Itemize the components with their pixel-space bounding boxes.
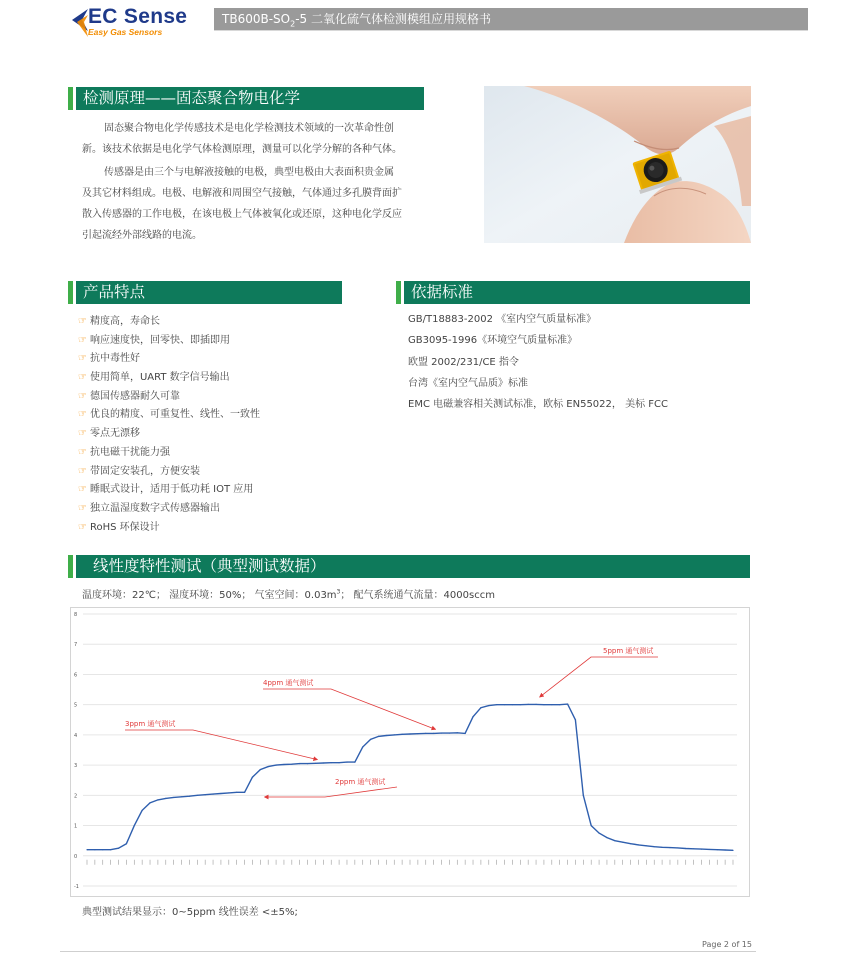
data-point <box>149 802 150 803</box>
data-point <box>283 764 284 765</box>
standards-heading-text: 依据标准 <box>411 283 474 301</box>
data-point <box>425 733 426 734</box>
data-point <box>354 761 355 762</box>
data-point <box>244 792 245 793</box>
y-tick-label: 8 <box>74 612 78 618</box>
data-point <box>386 735 387 736</box>
data-point <box>370 739 371 740</box>
data-point <box>220 793 221 794</box>
data-point <box>362 746 363 747</box>
list-item: GB3095-1996《环境空气质量标准》 <box>408 335 578 347</box>
data-point <box>307 763 308 764</box>
data-point <box>118 848 119 849</box>
y-tick-label: 3 <box>74 763 78 770</box>
list-item: GB/T18883-2002 《室内空气质量标准》 <box>408 314 597 325</box>
linearity-chart <box>70 607 750 897</box>
y-tick-label: -1 <box>74 884 79 890</box>
linearity-chart-svg <box>71 608 749 896</box>
sensor-in-hand-image <box>484 86 751 243</box>
section-heading-features <box>68 281 342 304</box>
list-item: 台湾《室内空气品质》标准 <box>408 377 528 389</box>
test-conditions: 温度环境：22℃； 湿度环境：50%； 气室空间：$0.03m^3$； 配气系统通气流量：4000sccm <box>82 588 495 601</box>
data-point <box>465 733 466 734</box>
footer-divider <box>60 951 756 952</box>
annotation-label: 4ppm 通气测试 <box>263 679 314 687</box>
list-item: ☞ 零点无漂移 <box>78 428 140 440</box>
data-point <box>94 849 95 850</box>
principle-heading-text: 检测原理——固态聚合物电化学 <box>83 89 301 107</box>
data-point <box>488 705 489 706</box>
pointing-hand-icon: ☞ <box>78 484 87 496</box>
data-point <box>378 736 379 737</box>
data-point <box>709 849 710 850</box>
principle-p1-line1: 固态聚合物电化学传感技术是电化学检测技术领域的一次革命性创 <box>104 123 394 134</box>
y-tick-label: 6 <box>74 672 78 679</box>
data-point <box>346 761 347 762</box>
data-point <box>205 794 206 795</box>
data-point <box>338 762 339 763</box>
list-item: ☞ 使用简单，UART 数字信号输出 <box>78 372 230 384</box>
list-item: ☞ 优良的精度、可重复性、线性、一致性 <box>78 409 260 421</box>
list-item: 欧盟 2002/231/CE 指令 <box>408 356 519 368</box>
data-point <box>614 840 615 841</box>
pointing-hand-icon: ☞ <box>78 372 87 384</box>
logo-text: EC Sense <box>88 5 188 28</box>
data-point <box>212 794 213 795</box>
data-point <box>575 719 576 720</box>
y-tick-label: 2 <box>74 793 78 800</box>
list-item: ☞ 精度高，寿命长 <box>78 316 160 327</box>
data-point <box>693 848 694 849</box>
data-point <box>512 704 513 705</box>
logo-tagline: Easy Gas Sensors <box>88 27 163 37</box>
data-point <box>275 765 276 766</box>
data-point <box>323 762 324 763</box>
annotation-label: 3ppm 通气测试 <box>125 720 176 728</box>
series-line <box>87 704 733 850</box>
data-point <box>606 837 607 838</box>
data-point <box>441 732 442 733</box>
data-point <box>142 810 143 811</box>
y-tick-label: 5 <box>74 702 78 709</box>
data-point <box>504 704 505 705</box>
data-point <box>717 849 718 850</box>
data-point <box>110 849 111 850</box>
data-point <box>417 733 418 734</box>
data-point <box>228 792 229 793</box>
pointing-hand-icon: ☞ <box>78 502 87 514</box>
data-point <box>157 799 158 800</box>
y-tick-label: 7 <box>74 642 78 649</box>
list-item: ☞ 带固定安装孔，方便安装 <box>78 465 200 477</box>
data-point <box>654 846 655 847</box>
data-point <box>677 847 678 848</box>
section-heading-principle <box>68 87 424 110</box>
data-point <box>236 792 237 793</box>
data-point <box>252 777 253 778</box>
data-point <box>134 825 135 826</box>
principle-p1-line2: 新。该技术依据是电化学气体检测原理，测量可以化学分解的各种气体。 <box>82 144 402 155</box>
data-point <box>173 797 174 798</box>
principle-paragraph-1 <box>82 118 432 160</box>
title-model: TB600B-SO <box>222 12 291 26</box>
data-point <box>268 766 269 767</box>
data-point <box>701 849 702 850</box>
data-point <box>402 734 403 735</box>
title-subscript: 2 <box>290 19 296 29</box>
linearity-heading-text: 线性度特性测试（典型测试数据） <box>93 557 326 575</box>
features-list <box>78 313 368 537</box>
y-tick-label: 4 <box>74 732 78 739</box>
data-point <box>409 733 410 734</box>
pointing-hand-icon: ☞ <box>78 390 87 402</box>
principle-p2-line2: 及其它材料组成。电极、电解液和周围空气接触，气体通过多孔膜背面扩 <box>82 188 402 199</box>
data-point <box>598 833 599 834</box>
logo-chevron-icon <box>68 9 90 37</box>
pointing-hand-icon: ☞ <box>78 316 87 327</box>
page-number: Page 2 of 15 <box>702 940 752 949</box>
data-point <box>189 796 190 797</box>
data-point <box>394 734 395 735</box>
data-point <box>669 847 670 848</box>
data-point <box>299 763 300 764</box>
principle-p2-line3: 散入传感器的工作电极，在该电极上气体被氧化或还原，这种电化学反应 <box>82 209 402 220</box>
data-point <box>520 704 521 705</box>
pointing-hand-icon: ☞ <box>78 353 87 365</box>
list-item: EMC 电磁兼容相关测试标准，欧标 EN55022， 美标 FCC <box>408 399 668 411</box>
section-heading-linearity <box>68 555 750 578</box>
pointing-hand-icon: ☞ <box>78 465 87 477</box>
data-point <box>197 795 198 796</box>
annotation-label: 2ppm 通气测试 <box>335 778 386 786</box>
data-point <box>472 716 473 717</box>
list-item: ☞ 抗中毒性好 <box>78 353 140 365</box>
data-point <box>126 843 127 844</box>
list-item: ☞ 德国传感器耐久可靠 <box>78 390 180 402</box>
data-point <box>661 847 662 848</box>
pointing-hand-icon: ☞ <box>78 446 87 458</box>
sensor-photo <box>484 86 751 243</box>
y-tick-label: 0 <box>74 853 78 860</box>
list-item: ☞ 抗电磁干扰能力强 <box>78 446 170 458</box>
principle-paragraph-2 <box>82 162 432 246</box>
data-point <box>630 843 631 844</box>
data-point <box>567 703 568 704</box>
data-point <box>449 732 450 733</box>
data-point <box>165 798 166 799</box>
data-point <box>535 704 536 705</box>
section-heading-standards <box>396 281 750 304</box>
data-point <box>622 842 623 843</box>
data-point <box>583 795 584 796</box>
data-point <box>591 825 592 826</box>
pointing-hand-icon: ☞ <box>78 409 87 421</box>
test-result-text: 典型测试结果显示：0~5ppm 线性误差 <±5%; <box>82 907 298 918</box>
principle-p2-line4: 引起流经外部线路的电流。 <box>82 230 202 241</box>
data-point <box>181 796 182 797</box>
data-point <box>433 733 434 734</box>
list-item: ☞ 独立温湿度数字式传感器输出 <box>78 502 220 514</box>
annotation-label: 5ppm 通气测试 <box>603 647 654 655</box>
standards-list <box>408 309 748 415</box>
list-item: ☞ RoHS 环保设计 <box>78 521 160 533</box>
principle-p2-line1: 传感器是由三个与电解液接触的电极，典型电极由大表面积贵金属 <box>104 167 394 178</box>
data-point <box>528 704 529 705</box>
pointing-hand-icon: ☞ <box>78 334 87 346</box>
data-point <box>638 844 639 845</box>
features-heading-text: 产品特点 <box>83 283 146 301</box>
data-point <box>86 849 87 850</box>
data-point <box>331 762 332 763</box>
data-point <box>102 849 103 850</box>
data-point <box>480 707 481 708</box>
header-divider <box>214 30 808 31</box>
y-tick-label: 1 <box>74 823 78 830</box>
pointing-hand-icon: ☞ <box>78 521 87 533</box>
data-point <box>457 732 458 733</box>
data-point <box>646 845 647 846</box>
data-point <box>315 763 316 764</box>
data-point <box>732 850 733 851</box>
annotation-arrow <box>263 689 436 729</box>
data-point <box>291 764 292 765</box>
list-item: ☞ 响应速度快，回零快、即插即用 <box>78 334 230 346</box>
data-point <box>559 704 560 705</box>
data-point <box>725 849 726 850</box>
pointing-hand-icon: ☞ <box>78 428 87 440</box>
list-item: ☞ 睡眠式设计，适用于低功耗 IOT 应用 <box>78 484 254 496</box>
annotation-arrow <box>540 657 658 697</box>
title-rest: -5 二氧化硫气体检测模组应用规格书 <box>295 12 491 26</box>
data-point <box>260 769 261 770</box>
data-point <box>685 848 686 849</box>
data-point <box>551 704 552 705</box>
data-point <box>496 704 497 705</box>
data-point <box>543 704 544 705</box>
